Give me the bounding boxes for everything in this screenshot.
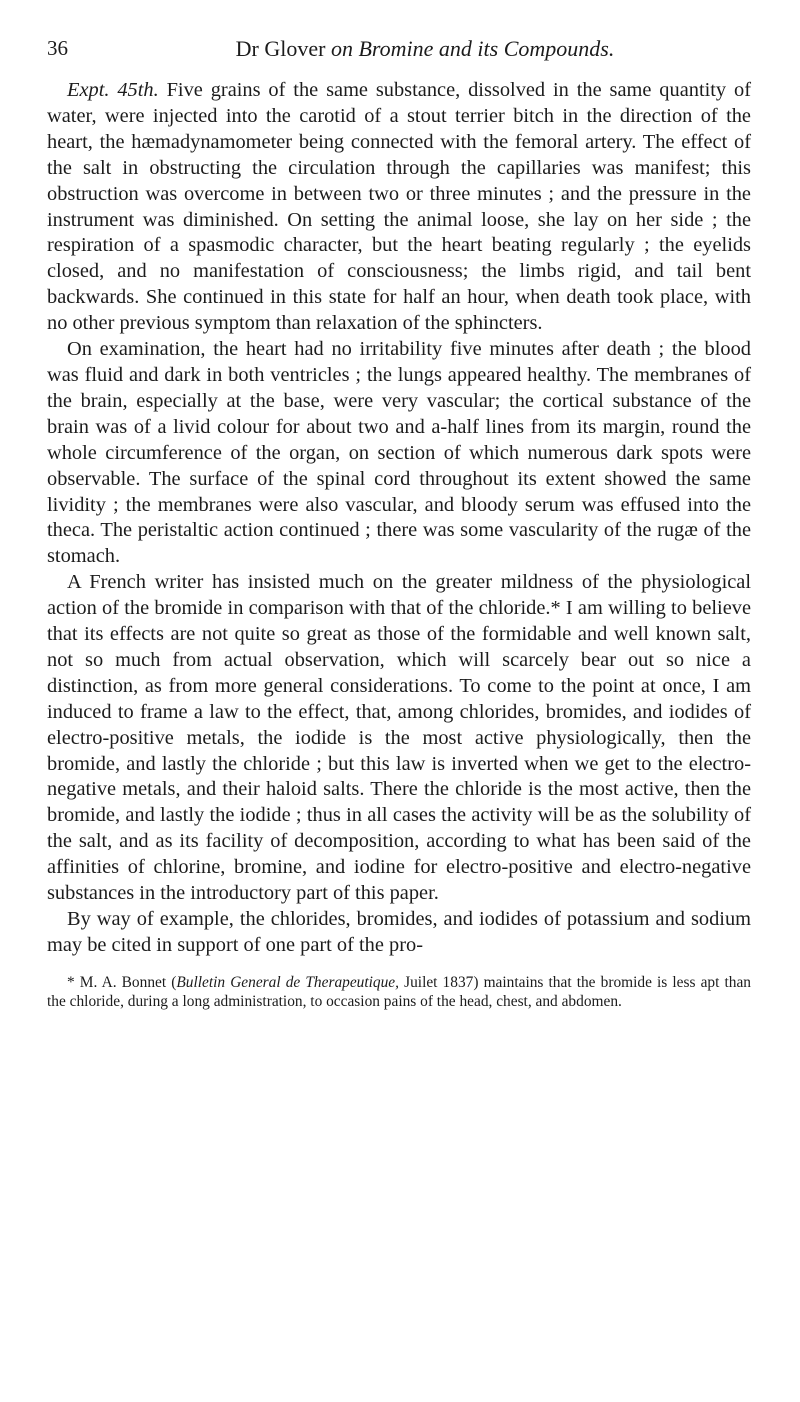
running-title	[99, 36, 751, 62]
title-subject: Bromine and its Compounds.	[358, 36, 615, 61]
paragraph-experiment	[47, 78, 751, 337]
paragraph-text: Five grains of the same substance, dissolved in the same quantity of water, were injected into the carotid of a stout terrier bitch in the direction of the heart, the hæmadynamometer being connected with the femoral artery. The effect of the salt in obstructing the circulation through the capillaries was manifest; this obstruction was overcome in between two or three minutes ; and the pressure in the instrument was diminished. On setting the animal loose, she lay on her side ; the respiration of a spasmodic character, but the heart beating regularly ; the eyelids closed, and no manifestation of consciousness; the limbs rigid, and tail bent backwards. She continued in this state for half an hour, when death took place, with no other previous symptom than relaxation of the sphincters.	[47, 79, 751, 335]
footnote-text: Juilet 1837) maintains that the bromide is less apt than the chloride, during a long administration, to occasion pains of the head, chest, and abdomen.	[47, 973, 752, 1010]
paragraph-example	[47, 907, 751, 959]
paragraph-text: By way of example, the chlorides, bromides, and iodides of potassium and sodium may be cited in support of one part of the pro-	[47, 908, 751, 956]
book-page	[47, 36, 751, 1011]
title-on: on	[330, 36, 353, 61]
footnote-source: Bulletin General de Therapeutique,	[176, 973, 399, 991]
paragraph-french-writer	[47, 570, 751, 907]
footnote-marker: * M. A. Bonnet (	[67, 973, 177, 991]
page-header	[47, 36, 751, 76]
paragraph-text: On examination, the heart had no irritability five minutes after death ; the blood was fluid and dark in both ventricles ; the lungs appeared healthy. The membranes of the brain, especially at the base, were very vascular; the cortical substance of the brain was of a livid colour for about two and a-half lines from its margin, round the whole circumference of the organ, on section of which numerous dark spots were observable. The surface of the spinal cord throughout its extent showed the same lividity ; the membranes were also vascular, and bloody serum was effused into the theca. The peristaltic action continued ; there was some vascularity of the rugæ of the stomach.	[47, 338, 751, 568]
experiment-label: Expt. 45th.	[67, 79, 159, 101]
paragraph-examination	[47, 337, 751, 570]
body-text	[47, 78, 751, 959]
footnote	[47, 973, 751, 1011]
paragraph-text: A French writer has insisted much on the greater mildness of the physiological action of the bromide in comparison with that of the chloride.* I am willing to believe that its effects are not quite so great as those of the formidable and well known salt, not so much from actual observation, which will scarcely bear out so nice a distinction, as from more general considerations. To come to the point at once, I am induced to frame a law to the effect, that, among chlorides, bromides, and iodides of electro-positive metals, the iodide is the most active physiologically, then the bromide, and lastly the chloride ; but this law is inverted when we get to the electro-negative metals, and their haloid salts. There the chloride is the most active, then the bromide, and lastly the iodide ; thus in all cases the activity will be as the solubility of the salt, and as its facility of decomposition, according to what has been said of the affinities of chlorine, bromine, and iodine for electro-positive and electro-negative substances in the introductory part of this paper.	[47, 571, 751, 905]
title-author: Dr Glover	[235, 36, 326, 61]
page-number: 36	[47, 36, 68, 60]
